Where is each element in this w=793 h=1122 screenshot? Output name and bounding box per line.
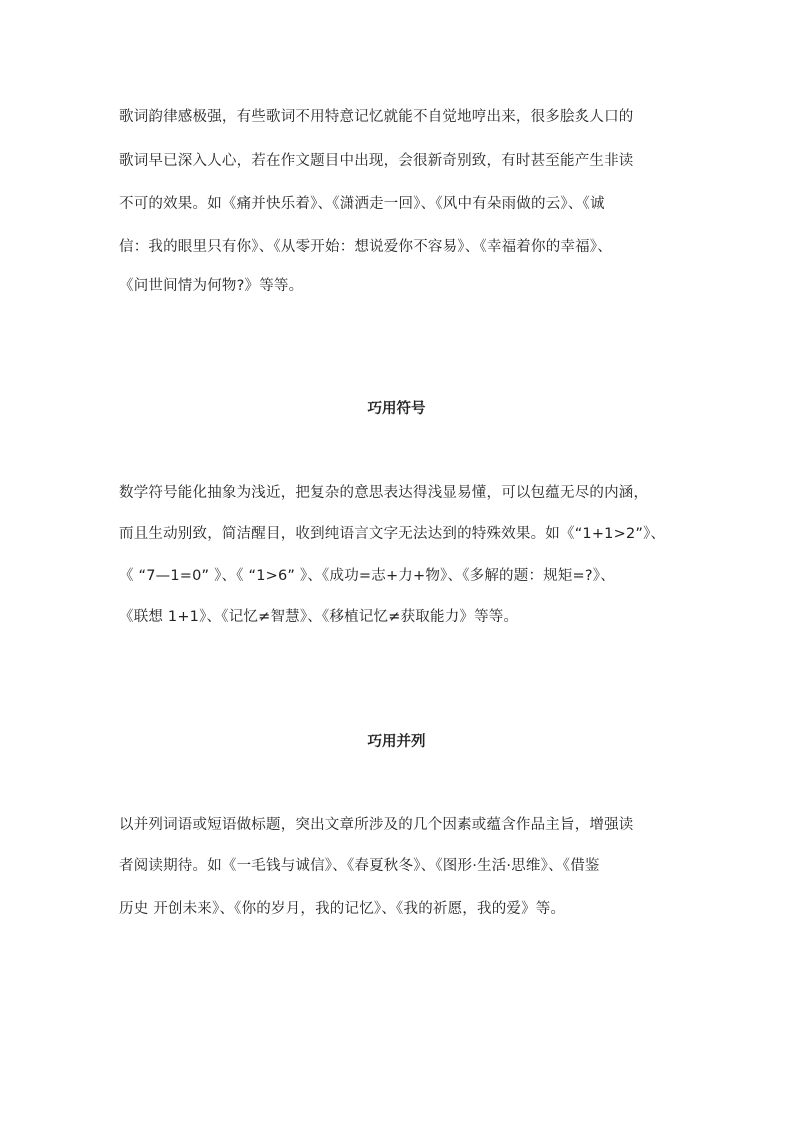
paragraph-line: 《联想 1+1》、《记忆≠智慧》、《移植记忆≠获取能力》等等。: [119, 609, 519, 625]
paragraph-line: 历史 开创未来》、《你的岁月，我的记忆》、《我的祈愿，我的爱》等。: [119, 901, 566, 917]
section-heading: 巧用并列: [367, 734, 426, 750]
paragraph-line: 《问世间情为何物?》等等。: [119, 278, 304, 294]
paragraph-line: 信：我的眼里只有你》、《从零开始：想说爱你不容易》、《幸福着你的幸福》、: [119, 239, 612, 255]
paragraph-line: 者阅读期待。如《一毛钱与诚信》、《春夏秋冬》、《图形·生活·思维》、《借鉴: [119, 858, 600, 874]
paragraph-line: 歌词韵律感极强，有些歌词不用特意记忆就能不自觉地哼出来，很多脍炙人口的: [119, 109, 634, 125]
paragraph-line: 而且生动别致，简洁醒目，收到纯语言文字无法达到的特殊效果。如《“1+1>2”》、: [119, 526, 666, 542]
paragraph-line: 以并列词语或短语做标题，突出文章所涉及的几个因素或蕴含作品主旨，增强读: [119, 817, 634, 833]
section-heading: 巧用符号: [367, 401, 426, 417]
paragraph-line: 不可的效果。如《痛并快乐着》、《潇洒走一回》、《风中有朵雨做的云》、《诚: [119, 196, 605, 212]
paragraph-line: 《 “7—1=0” 》、《 “1>6” 》、《成功=志+力+物》、《多解的题：规矩=?》、: [119, 568, 615, 584]
paragraph-line: 歌词早已深入人心，若在作文题目中出现，会很新奇别致，有时甚至能产生非读: [119, 153, 634, 169]
paragraph-line: 数学符号能化抽象为浅近，把复杂的意思表达得浅显易懂，可以包蕴无尽的内涵，: [119, 485, 649, 501]
